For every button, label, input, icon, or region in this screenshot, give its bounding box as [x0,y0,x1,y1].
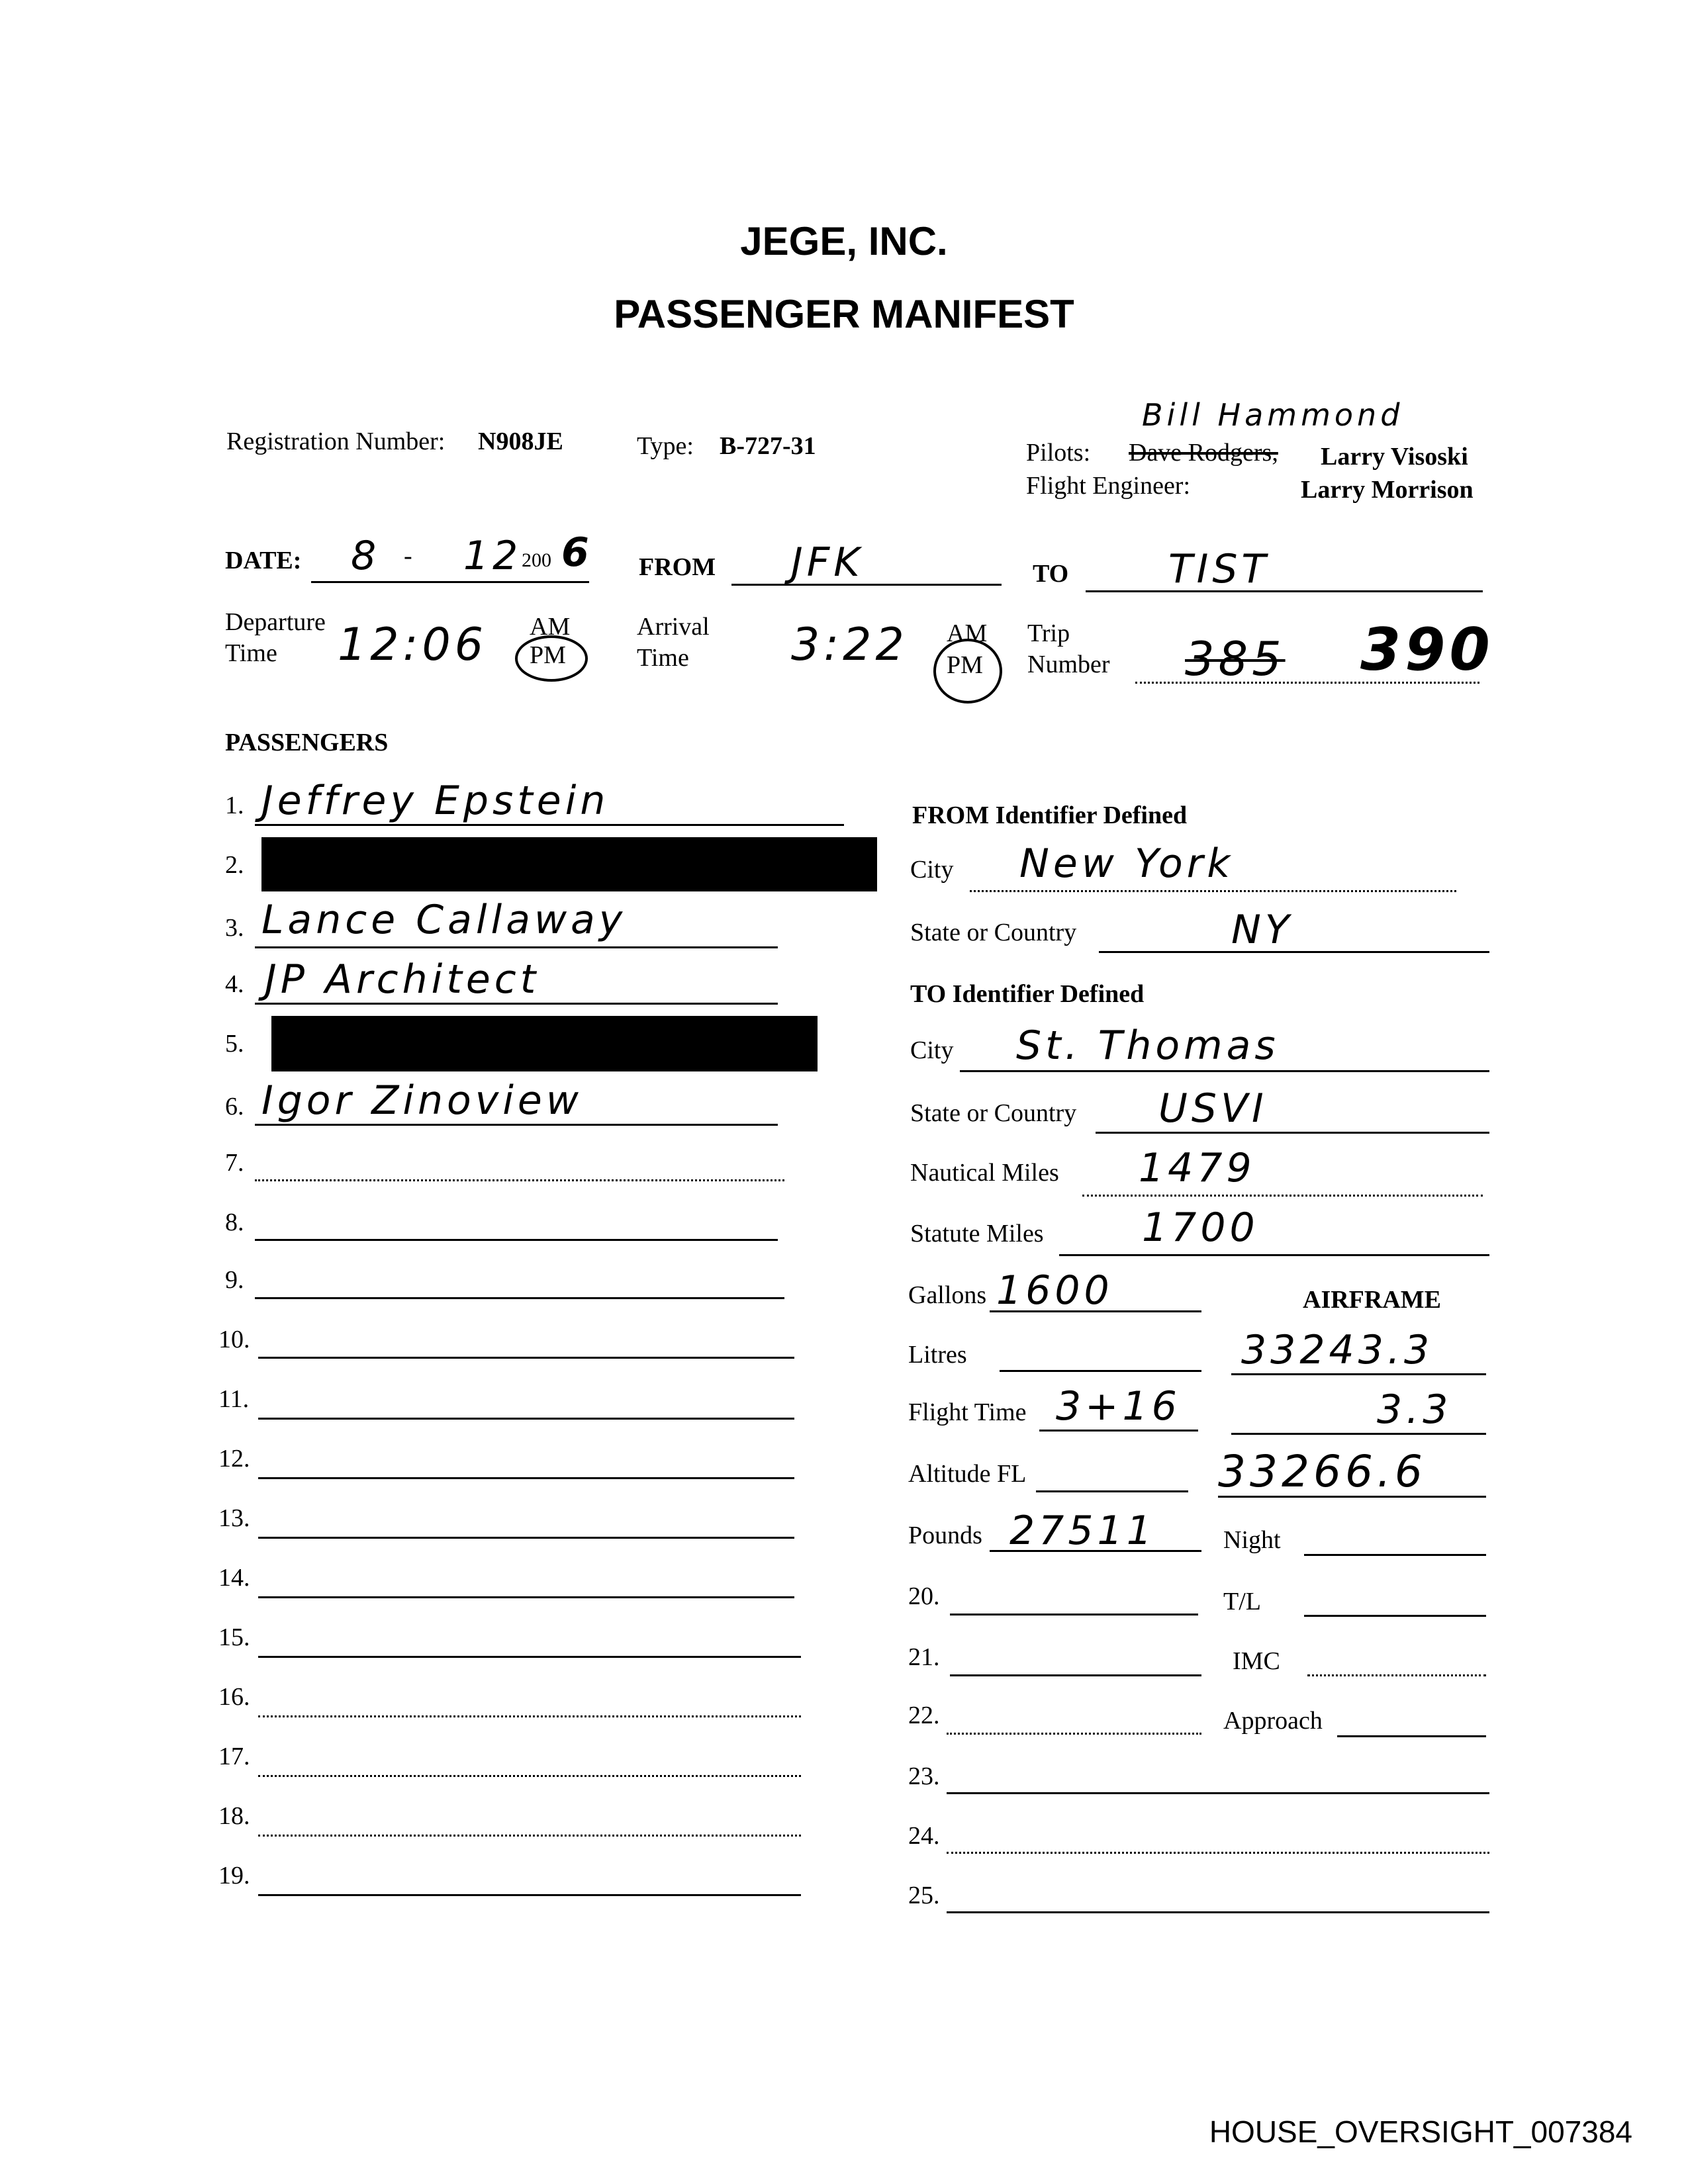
trip-label-2: Number [1027,651,1110,678]
page-title: PASSENGER MANIFEST [614,292,1074,336]
departure-label-1: Departure [225,608,326,636]
passenger-number-11: 11. [218,1385,250,1413]
imc-label: IMC [1233,1647,1280,1675]
arrival-time: 3:22 [791,619,908,671]
arrival-label-2: Time [637,644,689,672]
to-city: St. Thomas [1016,1023,1280,1069]
passenger-number-19: 19. [218,1862,250,1889]
passenger-number-8: 8. [225,1208,244,1236]
row-22-number: 22. [908,1702,940,1729]
passenger-number-12: 12. [218,1445,250,1473]
passenger-number-9: 9. [225,1266,244,1294]
flight-time-label: Flight Time [908,1398,1027,1426]
type-label: Type: [637,432,694,460]
to-state-label: State or Country [910,1099,1077,1127]
passenger-5-redaction [271,1016,818,1071]
airframe-total-3: 33266.6 [1218,1446,1427,1497]
arrival-pm-circle [933,639,1002,704]
gallons: 1600 [996,1267,1113,1314]
pilots-label: Pilots: [1026,439,1091,467]
passenger-number-14: 14. [218,1564,250,1592]
flight-time: 3+16 [1056,1383,1181,1430]
trip-number-struck: 385 [1185,632,1286,686]
passenger-number-13: 13. [218,1504,250,1532]
row-24-number: 24. [908,1822,940,1850]
passenger-number-2: 2. [225,851,244,879]
passengers-heading: PASSENGERS [225,729,389,756]
arrival-pm: PM [947,651,983,679]
passenger-number-4: 4. [225,970,244,998]
registration-number: N908JE [478,428,563,455]
night-label: Night [1223,1526,1281,1554]
from-state-label: State or Country [910,919,1077,946]
altitude-label: Altitude FL [908,1460,1027,1488]
date-year-handwritten: 6 [561,529,593,576]
flight-engineer-label: Flight Engineer: [1026,472,1191,500]
from-state: NY [1231,907,1293,953]
from-city-label: City [910,856,954,884]
to-city-label: City [910,1036,954,1064]
tl-label: T/L [1223,1588,1261,1615]
to-airport: TIST [1168,546,1270,592]
litres-label: Litres [908,1341,967,1369]
pilot-handwritten: Bill Hammond [1142,397,1404,433]
to-identifier-heading: TO Identifier Defined [910,980,1145,1008]
date-label: DATE: [225,547,302,574]
from-identifier-heading: FROM Identifier Defined [912,801,1188,829]
row-23-number: 23. [908,1762,940,1790]
passenger-name-1: Jeffrey Epstein [261,778,610,824]
passenger-number-1: 1. [225,792,244,819]
row-25-number: 25. [908,1882,940,1909]
date-day: 12 [463,533,522,579]
to-state: USVI [1158,1085,1268,1132]
pounds-label: Pounds [908,1522,982,1549]
company-name: JEGE, INC. [740,219,948,263]
nautical-miles-label: Nautical Miles [910,1159,1059,1187]
passenger-number-5: 5. [225,1030,244,1058]
trip-label-1: Trip [1027,619,1070,647]
passenger-2-redaction [261,837,877,891]
statute-miles-label: Statute Miles [910,1220,1044,1248]
registration-label: Registration Number: [226,428,445,455]
departure-am: AM [530,613,571,641]
row-21-number: 21. [908,1643,940,1671]
approach-label: Approach [1223,1707,1323,1735]
passenger-number-17: 17. [218,1743,250,1770]
from-airport: JFK [791,539,864,586]
departure-time: 12:06 [338,619,487,671]
airframe-total-2: 3.3 [1377,1387,1452,1433]
flight-engineer-name: Larry Morrison [1301,476,1474,504]
bates-number: HOUSE_OVERSIGHT_007384 [1209,2115,1632,2149]
passenger-name-6: Igor Zinoview [261,1077,583,1124]
passenger-number-7: 7. [225,1149,244,1177]
passenger-number-3: 3. [225,914,244,942]
arrival-am: AM [947,619,988,647]
passenger-number-10: 10. [218,1326,250,1353]
aircraft-type: B-727-31 [720,432,816,460]
departure-label-2: Time [225,639,277,667]
date-year-printed: 200 [522,549,551,571]
gallons-label: Gallons [908,1281,987,1309]
airframe-total-1: 33243.3 [1241,1327,1434,1373]
passenger-number-6: 6. [225,1093,244,1120]
passenger-name-3: Lance Callaway [261,897,627,943]
statute-miles: 1700 [1142,1205,1259,1251]
nautical-miles: 1479 [1139,1145,1256,1191]
pilot-struck-name: Dave Rodgers, [1129,439,1278,467]
from-city: New York [1019,841,1235,887]
departure-pm: PM [530,641,566,669]
to-label: TO [1033,560,1069,588]
passenger-number-15: 15. [218,1623,250,1651]
date-month: 8 [351,533,381,579]
arrival-label-1: Arrival [637,613,710,641]
passenger-name-4: JP Architect [265,956,540,1003]
departure-pm-circle [515,635,588,682]
from-label: FROM [639,553,716,581]
pilot-name: Larry Visoski [1321,443,1468,471]
trip-number: 390 [1360,615,1494,684]
pounds: 27511 [1009,1508,1156,1554]
passenger-number-18: 18. [218,1802,250,1830]
airframe-heading: AIRFRAME [1303,1286,1441,1314]
row-20-number: 20. [908,1582,940,1610]
passenger-number-16: 16. [218,1683,250,1711]
